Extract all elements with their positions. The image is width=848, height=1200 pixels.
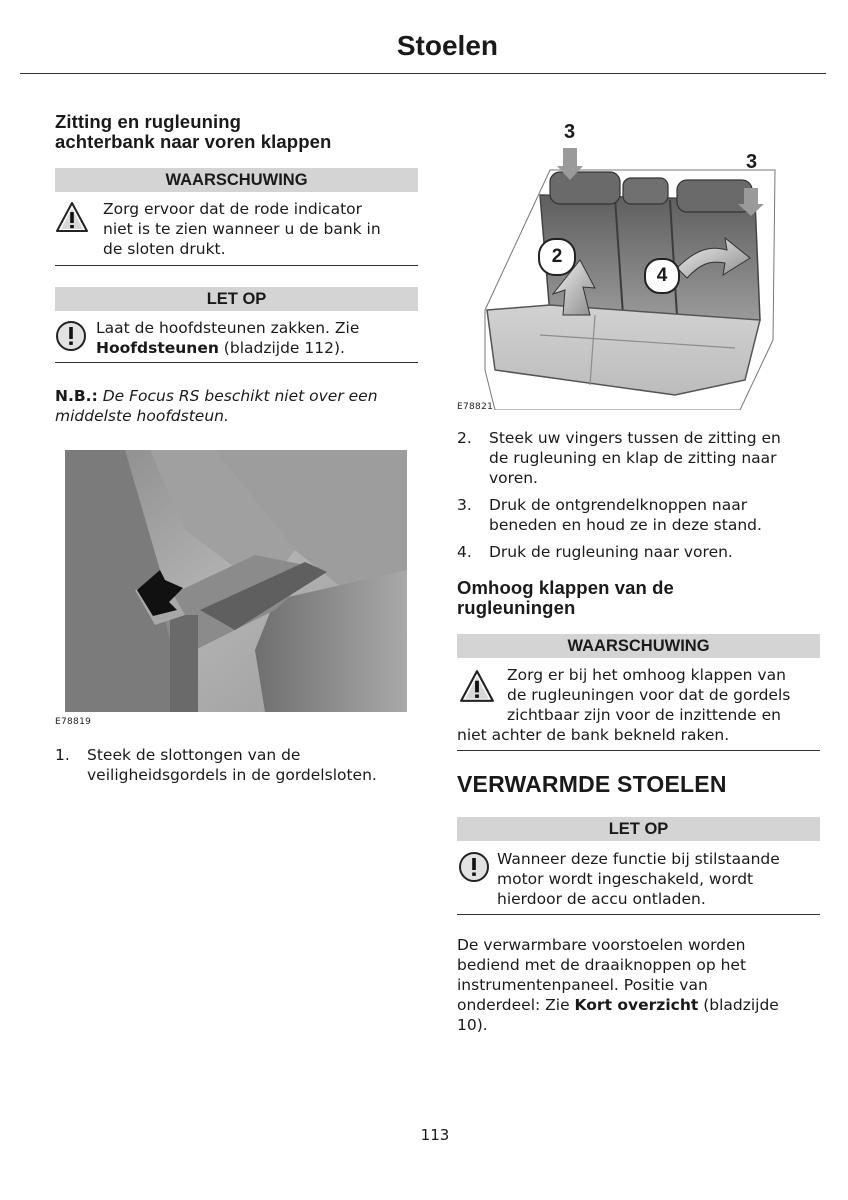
step-line: Druk de rugleuning naar voren.	[489, 543, 733, 561]
section-title-line: achterbank naar voren klappen	[55, 131, 332, 152]
step-line: veiligheidsgordels in de gordelsloten.	[87, 766, 377, 784]
body-line: instrumentenpaneel. Positie van	[457, 976, 708, 994]
steps-list	[55, 745, 425, 785]
right-steps	[457, 428, 827, 569]
note-body: De Focus RS beschikt niet over een	[97, 387, 378, 405]
page-title: Stoelen	[396, 30, 498, 61]
caution-line: hierdoor de accu ontladen.	[497, 890, 706, 908]
caution-bar: LET OP	[55, 287, 418, 311]
step-number: 3.	[457, 496, 472, 514]
step-line: Steek de slottongen van de	[87, 746, 301, 764]
caution-text	[497, 849, 827, 909]
caution-line: Wanneer deze functie bij stilstaande	[497, 850, 780, 868]
callout-2: 2	[538, 238, 576, 276]
caution-rule	[457, 914, 820, 915]
warning-line: de rugleuningen voor dat de gordels	[507, 686, 791, 704]
warning-text	[457, 665, 827, 745]
figure-caption: E78821	[457, 402, 494, 412]
step-number: 2.	[457, 429, 472, 447]
step-item	[457, 428, 827, 488]
section-title-raise	[457, 578, 827, 618]
step-item	[457, 495, 827, 535]
body-line: bediend met de draaiknoppen op het	[457, 956, 747, 974]
callout-3-right: 3	[746, 151, 758, 173]
caution-line	[96, 338, 421, 358]
warning-bar: WAARSCHUWING	[457, 634, 820, 658]
caution-text	[96, 318, 421, 358]
caution-rule	[55, 362, 418, 363]
warning-line: zichtbaar zijn voor de inzittende en	[507, 706, 781, 724]
section-title-line: Zitting en rugleuning	[55, 111, 242, 132]
caution-line-rest: (bladzijde 112).	[218, 339, 345, 357]
step-item	[457, 542, 827, 562]
step-item	[55, 745, 425, 785]
caution-bar: LET OP	[457, 817, 820, 841]
section-title-fold	[55, 112, 420, 152]
caution-line: motor wordt ingeschakeld, wordt	[497, 870, 754, 888]
body-line: De verwarmbare voorstoelen worden	[457, 936, 746, 954]
callout-3-left: 3	[564, 121, 576, 143]
body-line: 10).	[457, 1016, 488, 1034]
note-line	[55, 386, 425, 406]
step-line: Druk de ontgrendelknoppen naar	[489, 496, 748, 514]
cross-reference-link[interactable]: Kort overzicht	[574, 996, 699, 1014]
callout-4: 4	[644, 258, 680, 294]
seatbelt-photo	[65, 450, 407, 712]
warning-line: niet is te zien wanneer u de bank in	[103, 220, 381, 238]
section-title-line: Omhoog klappen van de	[457, 577, 674, 598]
note-label: N.B.:	[55, 387, 98, 405]
body-line-pre: onderdeel: Zie	[457, 996, 575, 1014]
cross-reference-link[interactable]: Hoofdsteunen	[96, 339, 219, 357]
caution-icon	[55, 320, 89, 356]
step-number: 1.	[55, 746, 70, 764]
warning-line: Zorg ervoor dat de rode indicator	[103, 200, 363, 218]
step-line: voren.	[489, 469, 538, 487]
figure-caption: E78819	[55, 717, 92, 727]
page-number: 113	[420, 1126, 450, 1144]
caution-icon	[458, 851, 492, 887]
step-line: Steek uw vingers tussen de zitting en	[489, 429, 781, 447]
rear-seat-illustration	[455, 110, 825, 410]
heated-seats-title: VERWARMDE STOELEN	[457, 771, 727, 797]
steps-list	[457, 428, 827, 562]
body-paragraph	[457, 935, 827, 1035]
warning-line: de sloten drukt.	[103, 240, 226, 258]
section-title-line: rugleuningen	[457, 597, 576, 618]
title-rule	[20, 73, 826, 74]
warning-line: Zorg er bij het omhoog klappen van	[507, 666, 786, 684]
warning-text	[103, 199, 423, 259]
note	[55, 386, 425, 426]
warning-rule	[55, 265, 418, 266]
body-line	[457, 995, 827, 1015]
warning-bar: WAARSCHUWING	[55, 168, 418, 192]
warning-rule	[457, 750, 820, 751]
step-line: beneden en houd ze in deze stand.	[489, 516, 762, 534]
caution-line: Laat de hoofdsteunen zakken. Zie	[96, 319, 360, 337]
left-steps	[55, 745, 425, 792]
step-number: 4.	[457, 543, 472, 561]
warning-icon	[55, 200, 93, 238]
body-line-post: (bladzijde	[698, 996, 779, 1014]
note-line: middelste hoofdsteun.	[55, 407, 229, 425]
step-line: de rugleuning en klap de zitting naar	[489, 449, 777, 467]
warning-line: niet achter de bank bekneld raken.	[457, 726, 730, 744]
